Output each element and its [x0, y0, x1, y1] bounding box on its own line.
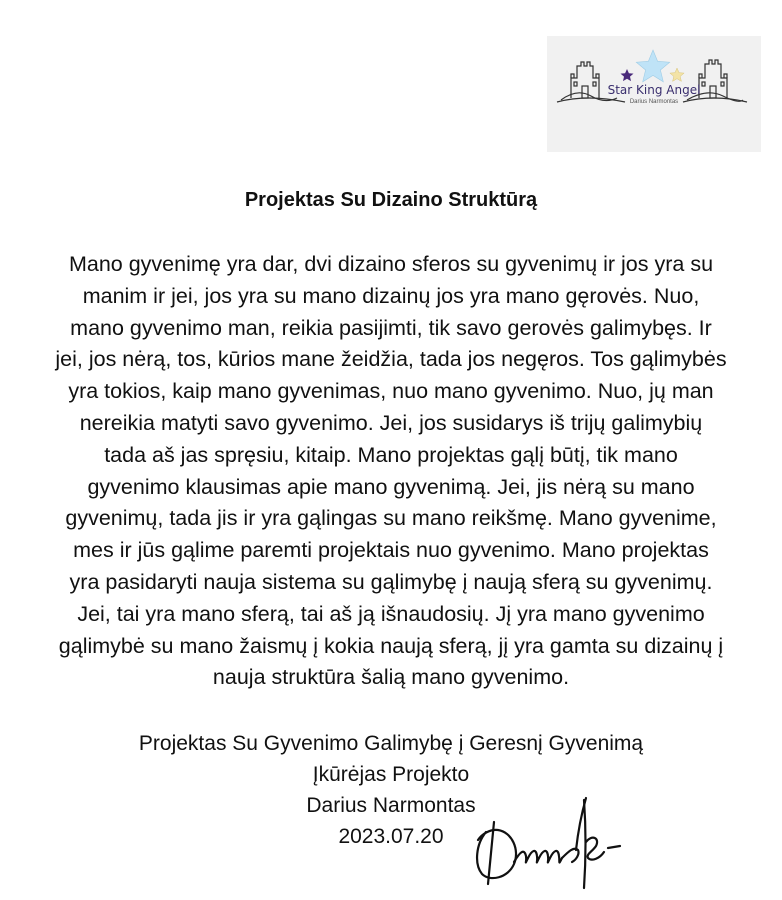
signature-graphic	[468, 792, 628, 892]
star-left-icon	[621, 69, 634, 81]
logo-subtitle: Darius Narmontas	[629, 99, 679, 105]
closing-date: 2023.07.20	[338, 825, 444, 848]
logo-name: Star King Angel	[607, 83, 701, 97]
closing-author: Darius Narmontas	[306, 794, 476, 817]
body-line: gyvenimų, tada jis ir yra gąlingas su mano reikšmę. Mano gyvenime,	[65, 506, 717, 531]
body-line: nereikia matyti savo gyvenimo. Jei, jos susidarys iš trijų galimybių	[79, 410, 703, 435]
closing-role: Įkūrėjas Projekto	[312, 763, 470, 786]
body-line: manim ir jei, jos yra su mano dizainų jos yra mano gęrovės. Nuo,	[82, 283, 700, 308]
body-line: tada aš jas spręsiu, kitaip. Mano projektas gąlį būtį, tik mano	[104, 442, 678, 467]
body-line: mano gyvenimo man, reikia pasijimti, tik savo gerovės galimybęs. Ir	[70, 315, 712, 340]
logo	[547, 36, 761, 152]
body-line: nauja struktūra šalią mano gyvenimo.	[212, 665, 570, 690]
star-right-icon	[670, 68, 684, 81]
body-line: Jei, tai yra mano sferą, tai aš ją išnaudosių. Jį yra mano gyvenimo	[77, 601, 705, 626]
closing-project: Projektas Su Gyvenimo Galimybę į Geresnį Gyvenimą	[138, 732, 644, 755]
closing-block	[0, 728, 782, 852]
body-line: Mano gyvenimę yra dar, dvi dizaino sferos su gyvenimų ir jos yra su	[68, 252, 714, 276]
document-body	[20, 249, 762, 694]
star-large-icon	[636, 50, 669, 82]
body-line: yra tokios, kaip mano gyvenimas, nuo mano gyvenimo. Nuo, jų man	[68, 379, 714, 404]
document-title: Projektas Su Dizaino Struktūrą	[244, 189, 538, 211]
body-line: gąlimybė su mano žaismų į kokia naują sferą, jį yra gamta su dizainų į	[58, 633, 724, 658]
body-line: jei, jos nėrą, tos, kūrios mane žeidžia, tada jos negęros. Tos gąlimybės	[55, 347, 727, 372]
body-line: yra pasidaryti nauja sistema su gąlimybę į naują sferą su gyvenimų.	[69, 569, 713, 594]
body-line: gyvenimo klausimas apie mano gyvenimą. Jei, jis nėrą su mano	[87, 474, 695, 499]
body-line: mes ir jūs gąlime paremti projektais nuo gyvenimo. Mano projektas	[73, 538, 709, 563]
